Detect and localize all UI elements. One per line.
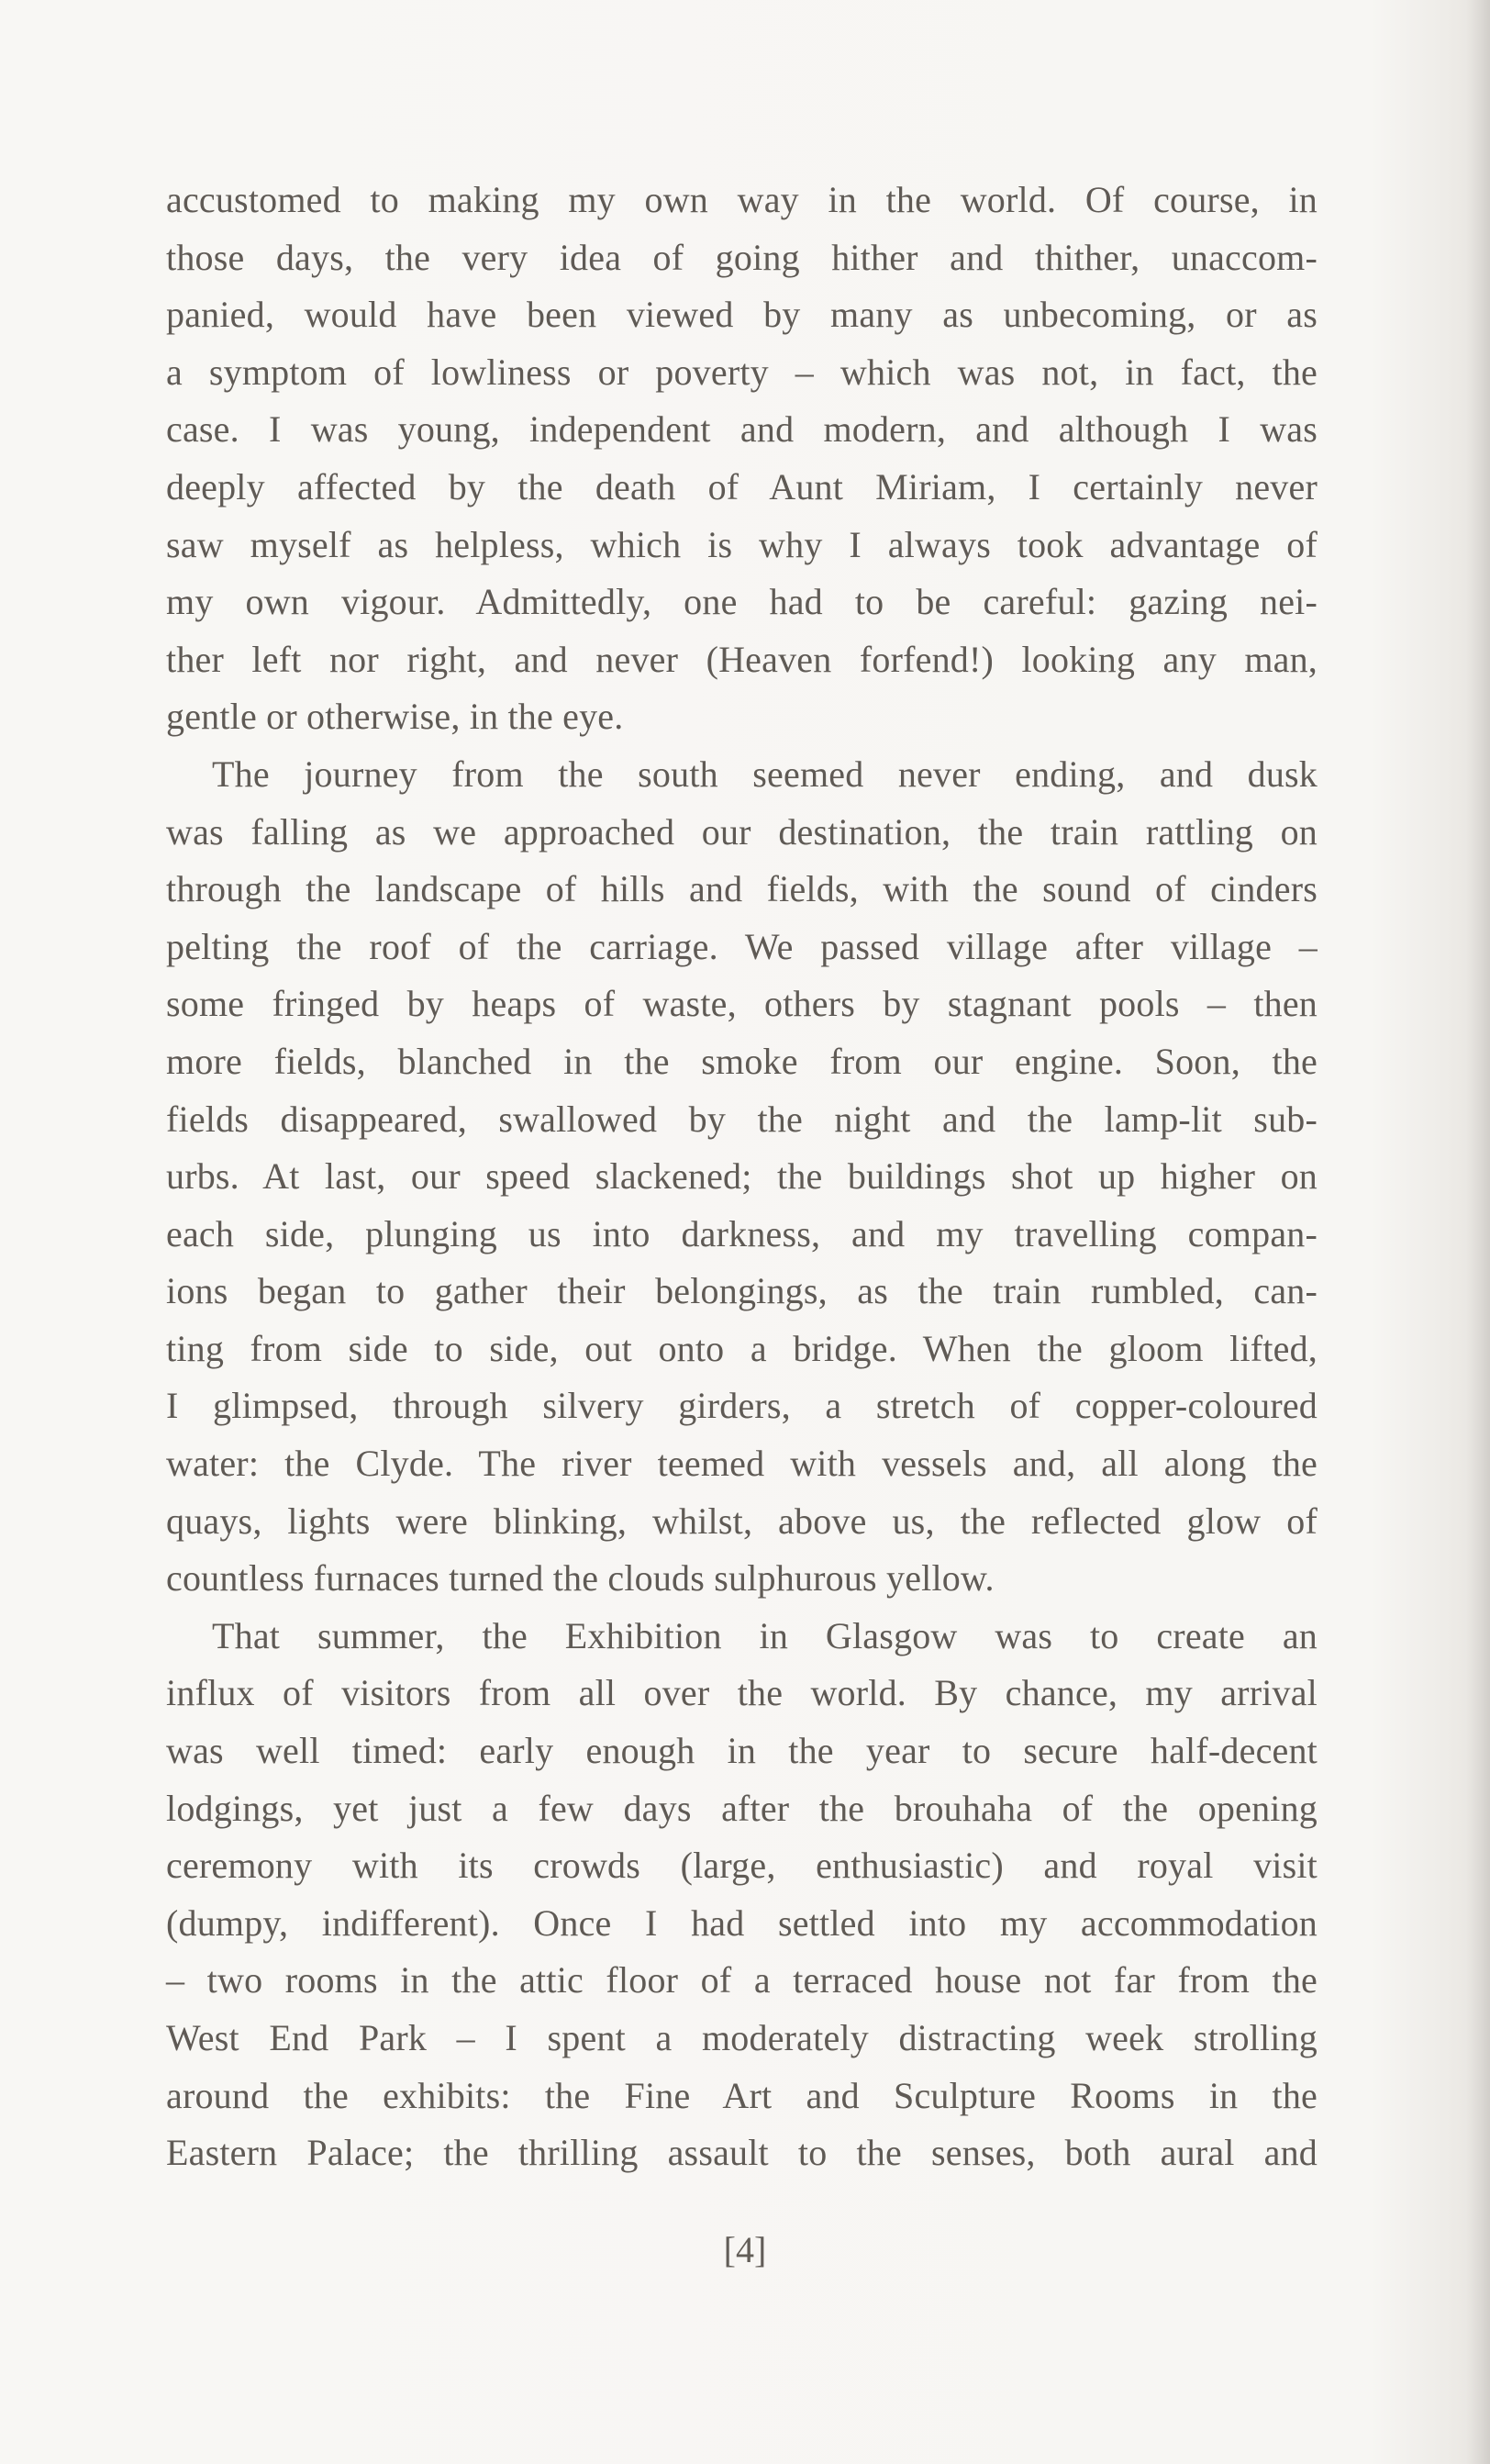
paragraph-3 bbox=[166, 1608, 1318, 2182]
text-line: lodgings, yet just a few days after the brouhaha of the opening bbox=[166, 1787, 1318, 1829]
paragraph-1 bbox=[166, 172, 1318, 746]
text-line: saw myself as helpless, which is why I always took advantage of bbox=[166, 523, 1318, 565]
text-line: ting from side to side, out onto a bridge. When the gloom lifted, bbox=[166, 1327, 1318, 1369]
text-line: panied, would have been viewed by many as unbecoming, or as bbox=[166, 294, 1318, 336]
text-line: my own vigour. Admittedly, one had to be careful: gazing nei- bbox=[166, 581, 1318, 623]
text-line: deeply affected by the death of Aunt Miriam, I certainly never bbox=[166, 465, 1318, 507]
text-line: pelting the roof of the carriage. We passed village after village – bbox=[166, 925, 1318, 967]
text-line: case. I was young, independent and modern, and although I was bbox=[166, 408, 1318, 451]
page-number: [4] bbox=[723, 2229, 767, 2270]
text-line: some fringed by heaps of waste, others by stagnant pools – then bbox=[166, 983, 1318, 1025]
text-line: countless furnaces turned the clouds sulphurous yellow. bbox=[166, 1557, 995, 1600]
text-line: each side, plunging us into darkness, and my travelling compan- bbox=[166, 1212, 1318, 1254]
text-line: (dumpy, indifferent). Once I had settled into my accommodation bbox=[166, 1901, 1318, 1944]
text-line: West End Park – I spent a moderately distracting week strolling bbox=[166, 2017, 1318, 2058]
text-line: a symptom of lowliness or poverty – which was not, in fact, the bbox=[166, 351, 1318, 393]
text-line: those days, the very idea of going hither and thither, unaccom- bbox=[166, 236, 1318, 278]
text-line: Eastern Palace; the thrilling assault to the senses, both aural and bbox=[166, 2132, 1318, 2174]
text-line: quays, lights were blinking, whilst, above us, the reflected glow of bbox=[166, 1500, 1318, 1542]
text-line: influx of visitors from all over the world. By chance, my arrival bbox=[166, 1672, 1318, 1714]
text-line: around the exhibits: the Fine Art and Sculpture Rooms in the bbox=[166, 2074, 1318, 2116]
body-text bbox=[166, 172, 1318, 2182]
text-line: – two rooms in the attic floor of a terraced house not far from the bbox=[166, 1959, 1318, 2001]
text-line: The journey from the south seemed never ending, and dusk bbox=[212, 753, 1318, 795]
text-line: gentle or otherwise, in the eye. bbox=[166, 696, 624, 738]
text-line: ceremony with its crowds (large, enthusiastic) and royal visit bbox=[166, 1845, 1318, 1887]
text-line: urbs. At last, our speed slackened; the buildings shot up higher on bbox=[166, 1155, 1318, 1198]
text-line: through the landscape of hills and fields, with the sound of cinders bbox=[166, 868, 1318, 910]
text-line: more fields, blanched in the smoke from our engine. Soon, the bbox=[166, 1040, 1318, 1082]
paragraph-2 bbox=[166, 746, 1318, 1608]
text-line: accustomed to making my own way in the world. Of course, in bbox=[166, 179, 1318, 220]
text-line: ther left nor right, and never (Heaven forfend!) looking any man, bbox=[166, 638, 1318, 680]
text-line: I glimpsed, through silvery girders, a stretch of copper-coloured bbox=[166, 1385, 1318, 1427]
text-line: ions began to gather their belongings, as the train rumbled, can- bbox=[166, 1270, 1318, 1312]
text-line: That summer, the Exhibition in Glasgow was to create an bbox=[212, 1614, 1318, 1656]
text-line: was falling as we approached our destination, the train rattling on bbox=[166, 810, 1318, 853]
text-line: was well timed: early enough in the year to secure half-decent bbox=[166, 1730, 1318, 1772]
page-edge-shadow bbox=[1466, 0, 1490, 2464]
text-line: fields disappeared, swallowed by the night and the lamp-lit sub- bbox=[166, 1098, 1318, 1140]
text-line: water: the Clyde. The river teemed with vessels and, all along the bbox=[166, 1443, 1318, 1485]
